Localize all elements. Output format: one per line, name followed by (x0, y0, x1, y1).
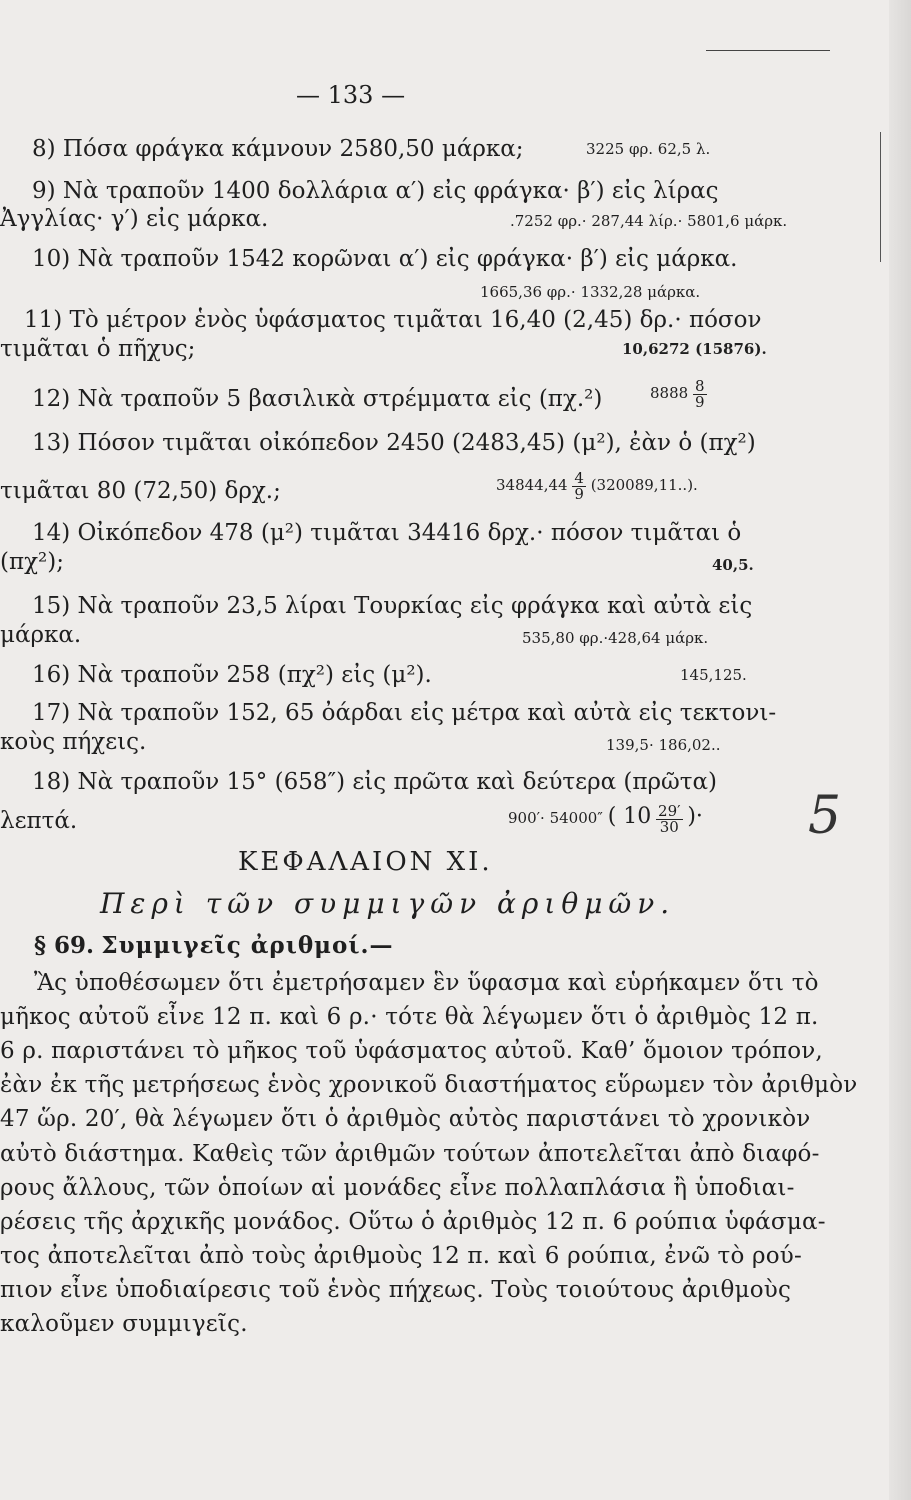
exercise-10: 10) Νὰ τραποῦν 1542 κορῶναι α′) εἰς φράγκα· β′) εἰς μάρκα. (32, 246, 738, 272)
exercise-14-answer: 40,5. (712, 556, 754, 574)
exercise-13-answer (496, 470, 698, 502)
body-line-6: αὐτὸ διάστημα. Καθεὶς τῶν ἀριθμῶν τούτων ἀποτελεῖται ἀπὸ διαφό- (0, 1141, 820, 1167)
body-line-5: 47 ὥρ. 20′, θὰ λέγωμεν ὅτι ὁ ἀριθμὸς αὐτὸς παριστάνει τὸ χρονικὸν (0, 1106, 811, 1132)
exercise-13: 13) Πόσον τιμᾶται οἰκόπεδον 2450 (2483,45) (μ²), ἐὰν ὁ (πχ²) (32, 430, 756, 456)
answer-integer: 34844,44 (496, 476, 568, 494)
fraction-numerator: 29′ (658, 801, 681, 820)
pencil-mark-top (706, 50, 830, 51)
exercise-14: 14) Οἰκόπεδον 478 (μ²) τιμᾶται 34416 δρχ.· πόσον τιμᾶται ὁ (32, 520, 742, 546)
exercise-15: 15) Νὰ τραποῦν 23,5 λίραι Τουρκίας εἰς φράγκα καὶ αὐτὰ εἰς (32, 593, 753, 619)
body-line-11: καλοῦμεν συμμιγεῖς. (0, 1311, 248, 1337)
exercise-8-answer: 3225 φρ. 62,5 λ. (586, 140, 711, 158)
exercise-17-cont: κοὺς πήχεις. (0, 729, 147, 755)
fraction-denominator: 30 (659, 817, 679, 836)
exercise-18: 18) Νὰ τραποῦν 15° (658″) εἰς πρῶτα καὶ δεύτερα (πρῶτα) (32, 769, 718, 795)
answer-alt: (320089,11..). (590, 476, 698, 494)
exercise-13-cont: τιμᾶται 80 (72,50) δρχ.; (0, 478, 281, 504)
body-line-8: ρέσεις τῆς ἀρχικῆς μονάδος. Οὕτω ὁ ἀριθμὸς 12 π. 6 ρούπια ὑφάσμα- (0, 1209, 826, 1235)
answer-paren-open: ( 10 (607, 804, 652, 829)
pencil-mark-bracket (880, 132, 881, 262)
margin-note: 5 (808, 786, 842, 846)
exercise-17-answer: 139,5· 186,02.. (606, 736, 721, 754)
body-line-10: πιον εἶνε ὑποδιαίρεσις τοῦ ἑνὸς πήχεως. Τοὺς τοιούτους ἀριθμοὺς (0, 1277, 792, 1303)
fraction-denominator: 9 (694, 392, 705, 411)
body-line-3: 6 ρ. παριστάνει τὸ μῆκος τοῦ ὑφάσματος αὐτοῦ. Καθ’ ὅμοιον τρόπον, (0, 1038, 823, 1064)
body-line-9: τος ἀποτελεῖται ἀπὸ τοὺς ἀριθμοὺς 12 π. καὶ 6 ρούπια, ἐνῶ τὸ ρού- (0, 1243, 802, 1269)
section-number: § 69. (34, 932, 95, 959)
exercise-12-answer (650, 378, 707, 410)
exercise-18-cont: λεπτά. (0, 808, 78, 834)
exercise-10-answer: 1665,36 φρ.· 1332,28 μάρκα. (480, 283, 701, 301)
answer-fraction (572, 468, 586, 503)
exercise-9-cont: Ἀγγλίας· γ′) εἰς μάρκα. (0, 206, 269, 232)
exercise-12: 12) Νὰ τραποῦν 5 βασιλικὰ στρέμματα εἰς (πχ.²) (32, 386, 603, 412)
exercise-15-answer: 535,80 φρ.·428,64 μάρκ. (522, 629, 709, 647)
answer-fraction (656, 801, 683, 836)
answer-integer: 8888 (650, 384, 689, 402)
section-title: Συμμιγεῖς ἀριθμοί.— (101, 932, 394, 959)
exercise-9-answer: .7252 φρ.· 287,44 λίρ.· 5801,6 μάρκ. (510, 212, 788, 230)
page-edge (889, 0, 911, 1500)
exercise-14-cont: (πχ²); (0, 549, 64, 575)
exercise-16: 16) Νὰ τραποῦν 258 (πχ²) εἰς (μ²). (32, 662, 432, 688)
exercise-11-cont: τιμᾶται ὁ πῆχυς; (0, 336, 196, 362)
chapter-heading: ΚΕΦΑΛΑΙΟΝ XI. (238, 847, 493, 877)
exercise-9: 9) Νὰ τραποῦν 1400 δολλάρια α′) εἰς φράγκα· β′) εἰς λίρας (32, 178, 719, 204)
body-line-7: ρους ἄλλους, τῶν ὁποίων αἱ μονάδες εἶνε πολλαπλάσια ἢ ὑποδιαι- (0, 1175, 795, 1201)
answer-fraction (693, 376, 707, 411)
body-line-1: Ἂς ὑποθέσωμεν ὅτι ἐμετρήσαμεν ἓν ὕφασμα καὶ εὑρήκαμεν ὅτι τὸ (34, 970, 819, 996)
exercise-8: 8) Πόσα φράγκα κάμνουν 2580,50 μάρκα; (32, 136, 524, 162)
fraction-numerator: 4 (574, 468, 584, 487)
fraction-denominator: 9 (574, 484, 584, 503)
exercise-15-cont: μάρκα. (0, 622, 82, 648)
exercise-16-answer: 145,125. (680, 666, 747, 684)
exercise-11-answer: 10,6272 (15876). (622, 340, 767, 358)
answer-values: 900′· 54000″ (508, 809, 603, 827)
exercise-17: 17) Νὰ τραποῦν 152, 65 ὀάρδαι εἰς μέτρα καὶ αὐτὰ εἰς τεκτονι- (32, 700, 777, 726)
exercise-11: 11) Τὸ μέτρον ἑνὸς ὑφάσματος τιμᾶται 16,40 (2,45) δρ.· πόσον (24, 307, 762, 333)
section-heading (34, 931, 393, 961)
body-line-2: μῆκος αὐτοῦ εἶνε 12 π. καὶ 6 ρ.· τότε θὰ λέγωμεν ὅτι ὁ ἀριθμὸς 12 π. (0, 1004, 819, 1030)
answer-paren-close: )· (687, 804, 703, 829)
exercise-18-answer (508, 802, 703, 835)
chapter-title: Περὶ τῶν συμμιγῶν ἀριθμῶν. (100, 887, 676, 920)
fraction-numerator: 8 (694, 376, 705, 395)
page-number: — 133 — (296, 81, 406, 109)
body-line-4: ἐὰν ἐκ τῆς μετρήσεως ἑνὸς χρονικοῦ διαστήματος εὕρωμεν τὸν ἀριθμὸν (0, 1072, 858, 1098)
